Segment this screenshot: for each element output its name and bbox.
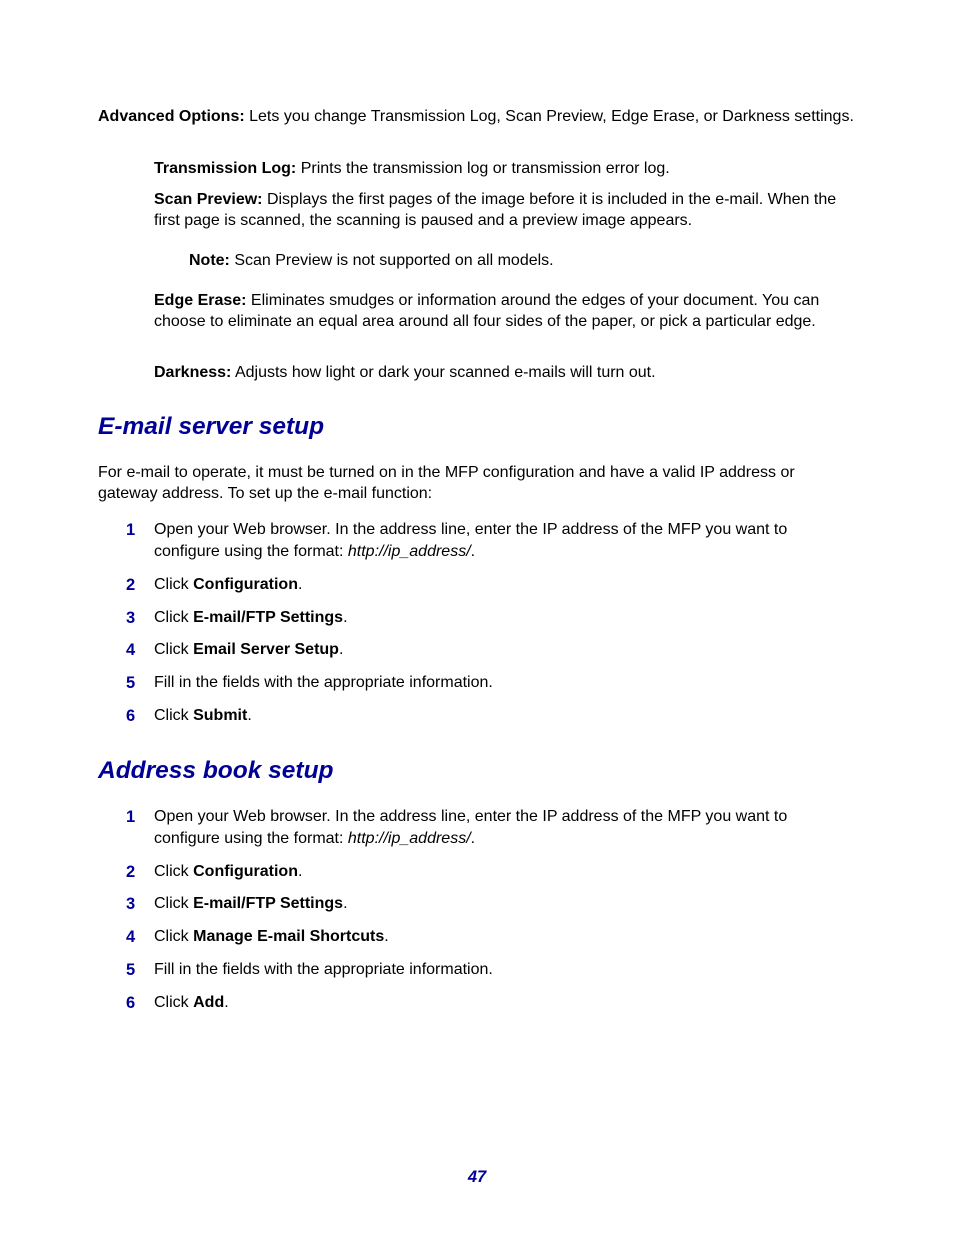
- url-format: http://ip_address/: [347, 830, 471, 847]
- page-number: 47: [467, 1168, 487, 1186]
- step-number: 6: [126, 707, 136, 725]
- step-number: 1: [126, 808, 136, 826]
- note-text: Scan Preview is not supported on all models.: [229, 252, 554, 269]
- advanced-options-label: Advanced Options:: [98, 108, 245, 125]
- step-text: Click Configuration.: [154, 863, 303, 880]
- step-text: Click E-mail/FTP Settings.: [154, 895, 348, 912]
- edge-erase-paragraph: [154, 291, 858, 332]
- url-format: http://ip_address/: [347, 543, 471, 560]
- advanced-options-paragraph: [98, 107, 858, 128]
- transmission-log-paragraph: [154, 159, 858, 180]
- step-number: 4: [126, 641, 136, 659]
- step-number: 4: [126, 928, 136, 946]
- step-number: 3: [126, 895, 136, 913]
- scan-preview-paragraph: [154, 190, 858, 231]
- edge-erase-label: Edge Erase:: [154, 292, 247, 309]
- step-text: Click Submit.: [154, 707, 252, 724]
- step-number: 6: [126, 994, 136, 1012]
- advanced-options-text: Lets you change Transmission Log, Scan Preview, Edge Erase, or Darkness settings.: [244, 108, 854, 125]
- transmission-log-label: Transmission Log:: [154, 160, 297, 177]
- edge-erase-text: Eliminates smudges or information around the edges of your document. You can choose to eliminate an equal area around all four sides of the paper, or pick a particular edge.: [154, 292, 820, 330]
- transmission-log-text: Prints the transmission log or transmission error log.: [296, 160, 670, 177]
- scan-preview-label: Scan Preview:: [154, 191, 263, 208]
- address-book-setup-heading: Address book setup: [98, 757, 334, 784]
- darkness-paragraph: [154, 363, 858, 384]
- step-number: 5: [126, 674, 136, 692]
- step-number: 3: [126, 609, 136, 627]
- step-text: Click Add.: [154, 994, 229, 1011]
- scan-preview-text: Displays the first pages of the image before it is included in the e-mail. When the first page is scanned, the scanning is paused and a preview image appears.: [154, 191, 837, 229]
- email-intro-paragraph: For e-mail to operate, it must be turned on in the MFP configuration and have a valid IP address or gateway address. To set up the e-mail function:: [98, 464, 795, 502]
- darkness-text: Adjusts how light or dark your scanned e-mails will turn out.: [231, 364, 656, 381]
- step-text: Fill in the fields with the appropriate information.: [154, 674, 493, 691]
- step-text: Click Email Server Setup.: [154, 641, 344, 658]
- step-text: Click Configuration.: [154, 576, 303, 593]
- darkness-label: Darkness:: [154, 364, 232, 381]
- email-server-setup-heading: E-mail server setup: [98, 413, 325, 440]
- step-text: Click E-mail/FTP Settings.: [154, 609, 348, 626]
- step-text: Fill in the fields with the appropriate information.: [154, 961, 493, 978]
- step-number: 2: [126, 576, 136, 594]
- note-paragraph: [189, 251, 949, 272]
- step-text: Open your Web browser. In the address line, enter the IP address of the MFP you want to configure using the format: http://ip_address/.: [154, 808, 788, 847]
- note-label: Note:: [189, 252, 230, 269]
- step-number: 1: [126, 521, 136, 539]
- step-number: 5: [126, 961, 136, 979]
- step-number: 2: [126, 863, 136, 881]
- step-text: Click Manage E-mail Shortcuts.: [154, 928, 389, 945]
- step-text: Open your Web browser. In the address line, enter the IP address of the MFP you want to configure using the format: http://ip_address/.: [154, 521, 788, 560]
